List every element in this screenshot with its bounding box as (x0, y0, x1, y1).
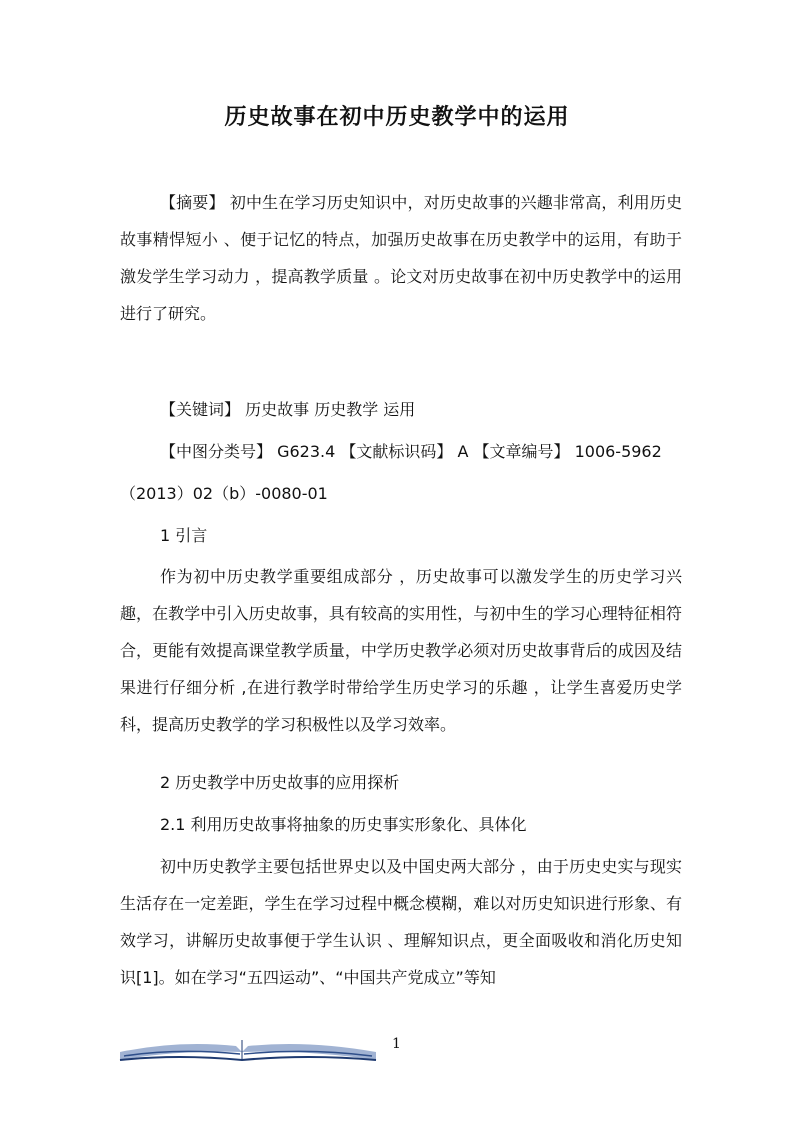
keywords-label: 【关键词】 (160, 400, 241, 419)
page-title: 历史故事在初中历史教学中的运用 (224, 105, 570, 130)
classification-line-2: （2013）02（b）-0080-01 (120, 484, 328, 503)
section-1-heading: 1 引言 (160, 526, 208, 545)
keywords-line (160, 391, 730, 428)
classification-line-1: 【中图分类号】 G623.4 【文献标识码】 A 【文章编号】 1006-5962 (160, 442, 662, 461)
abstract-label: 【摘要】 (160, 193, 225, 212)
abstract-text: 初中生在学习历史知识中，对历史故事的兴趣非常高，利用历史故事精悍短小 、便于记忆的特点，加强历史故事在历史教学中的运用，有助于激发学生学习动力 ，提高教学质量 。论文对历史故事在初中历史教学中的运用进行了研究。 (120, 193, 682, 323)
section-2-1-heading: 2.1 利用历史故事将抽象的历史事实形象化、具体化 (160, 815, 527, 834)
open-book-icon (118, 1030, 378, 1066)
section-1-paragraph: 作为初中历史教学重要组成部分 ，历史故事可以激发学生的历史学习兴趣，在教学中引入历史故事，具有较高的实用性，与初中生的学习心理特征相符合，更能有效提高课堂教学质量，中学历史教学必须对历史故事背后的成因及结果进行仔细分析 ,在进行教学时带给学生历史学习的乐趣 ，让学生喜爱历史学科，提高历史教学的学习积极性以及学习效率。 (120, 567, 682, 734)
abstract-paragraph (120, 184, 682, 332)
keywords-text: 历史故事 历史教学 运用 (240, 400, 416, 419)
section-2-heading: 2 历史教学中历史故事的应用探析 (160, 773, 400, 792)
page-number: 1 (392, 1036, 401, 1052)
section-2-1-paragraph: 初中历史教学主要包括世界史以及中国史两大部分 ，由于历史史实与现实生活存在一定差距，学生在学习过程中概念模糊，难以对历史知识进行形象、有效学习，讲解历史故事便于学生认识 、理解知识点，更全面吸收和消化历史知识[1]。如在学习“五四运动”、“中国共产党成立”等知 (120, 857, 682, 987)
